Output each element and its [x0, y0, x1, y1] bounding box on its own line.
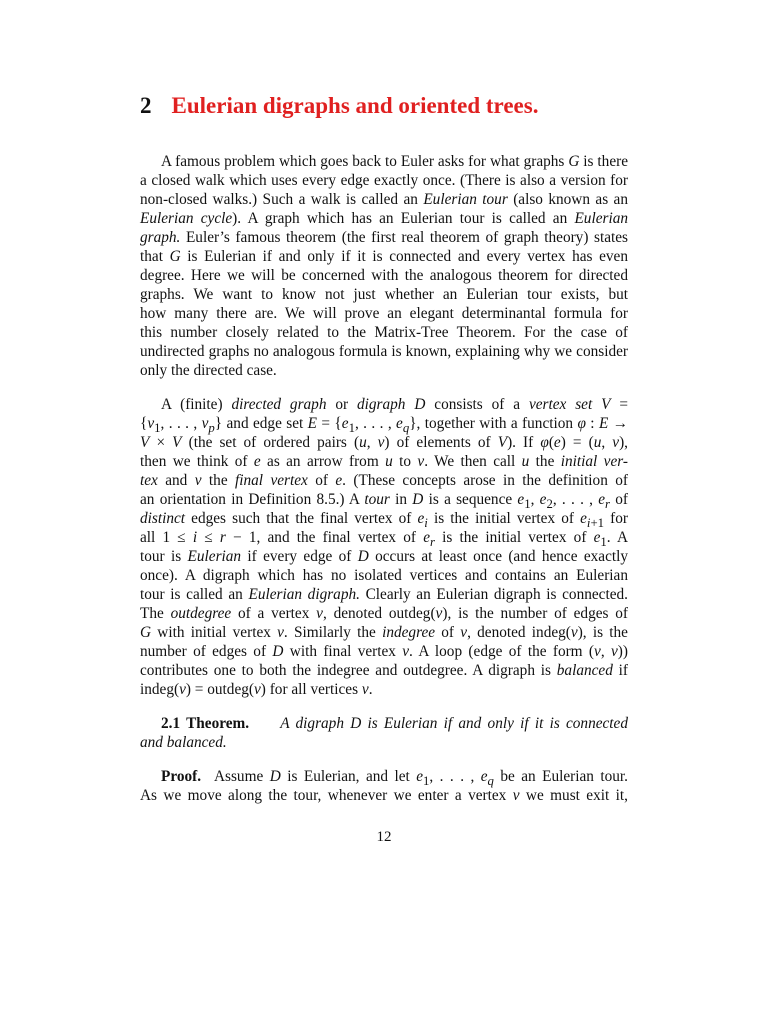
section-title: Eulerian digraphs and oriented trees. — [171, 93, 539, 118]
text-line: how many there are. We will prove an elegant determinantal formula for — [140, 305, 628, 322]
text-line: degree. Here we will be concerned with the analogous theorem for directed — [140, 267, 628, 284]
text-line: V × V (the set of ordered pairs (u, v) of elements of V). If φ(e) = (u, v), — [140, 434, 628, 451]
text-line: once). A digraph which has no isolated vertices and contains an Eulerian — [140, 567, 628, 584]
text-line: only the directed case. — [140, 362, 277, 379]
text-line: an orientation in Definition 8.5.) A tour in D is a sequence $e_1$, $e_2$, . . . , $e_r$ of — [140, 491, 628, 512]
text-line: number of edges of D with final vertex v. A loop (edge of the form (v, v)) — [140, 643, 628, 660]
text-line: this number closely related to the Matrix-Tree Theorem. For the case of — [140, 324, 628, 341]
section-heading — [140, 92, 538, 120]
proof-label: Proof. — [161, 768, 202, 785]
text-line: tour is Eulerian if every edge of D occurs at least once (and hence exactly — [140, 548, 629, 565]
theorem-line: and balanced. — [140, 734, 227, 751]
text-line: contributes one to both the indegree and outdegree. A digraph is balanced if — [140, 662, 629, 679]
text-line: a closed walk which uses every edge exactly once. (There is also a version for — [140, 172, 628, 189]
text-line: undirected graphs no analogous formula is known, explaining why we consider — [140, 343, 628, 360]
text-line: non-closed walks.) Such a walk is called an Eulerian tour (also known as an — [140, 191, 628, 208]
proof-line: As we move along the tour, whenever we enter a vertex v we must exit it, — [140, 787, 628, 804]
text-line: Eulerian cycle). A graph which has an Eulerian tour is called an Eulerian — [140, 210, 628, 227]
text-line: tour is called an Eulerian digraph. Clearly an Eulerian digraph is connected. — [140, 586, 628, 603]
page-number: 12 — [376, 829, 392, 845]
text-line: that G is Eulerian if and only if it is connected and every vertex has even — [140, 248, 628, 265]
text-line: then we think of e as an arrow from u to v. We then call u the initial ver- — [140, 453, 628, 470]
text-line: graphs. We want to know not just whether an Eulerian tour exists, but — [140, 286, 628, 303]
text-line: graph. Euler’s famous theorem (the first real theorem of graph theory) states — [140, 229, 628, 246]
theorem-label: 2.1 Theorem. — [161, 715, 250, 732]
section-number: 2 — [140, 93, 152, 118]
text-line: indeg(v) = outdeg(v) for all vertices v. — [140, 681, 373, 698]
text-line: A (finite) directed graph or digraph D consists of a vertex set V = — [161, 396, 628, 413]
text-line: A famous problem which goes back to Euler asks for what graphs G is there — [161, 153, 628, 170]
text-line: G with initial vertex v. Similarly the indegree of v, denoted indeg(v), is the — [140, 624, 628, 641]
text-line: {$v_1$, . . . , $v_p$} and edge set $E = \{e_1$, . . . , $e_q$}, together with a function φ : E → — [140, 415, 629, 436]
text-line: The outdegree of a vertex v, denoted outdeg(v), is the number of edges of — [140, 605, 629, 622]
text-line: distinct edges such that the final vertex of $e_i$ is the initial vertex of $e_{i+1}$ for — [140, 510, 628, 531]
proof-line: Proof. Assume D is Eulerian, and let $e_1$, . . . , $e_q$ be an Eulerian tour. — [161, 768, 629, 789]
theorem-line: 2.1 Theorem. A digraph D is Eulerian if and only if it is connected — [161, 715, 628, 732]
text-line: all 1 ≤ i ≤ r − 1, and the final vertex of $e_r$ is the initial vertex of $e_1$. A — [140, 529, 628, 550]
text-line: tex and v the final vertex of e. (These concepts arose in the definition of — [140, 472, 628, 489]
